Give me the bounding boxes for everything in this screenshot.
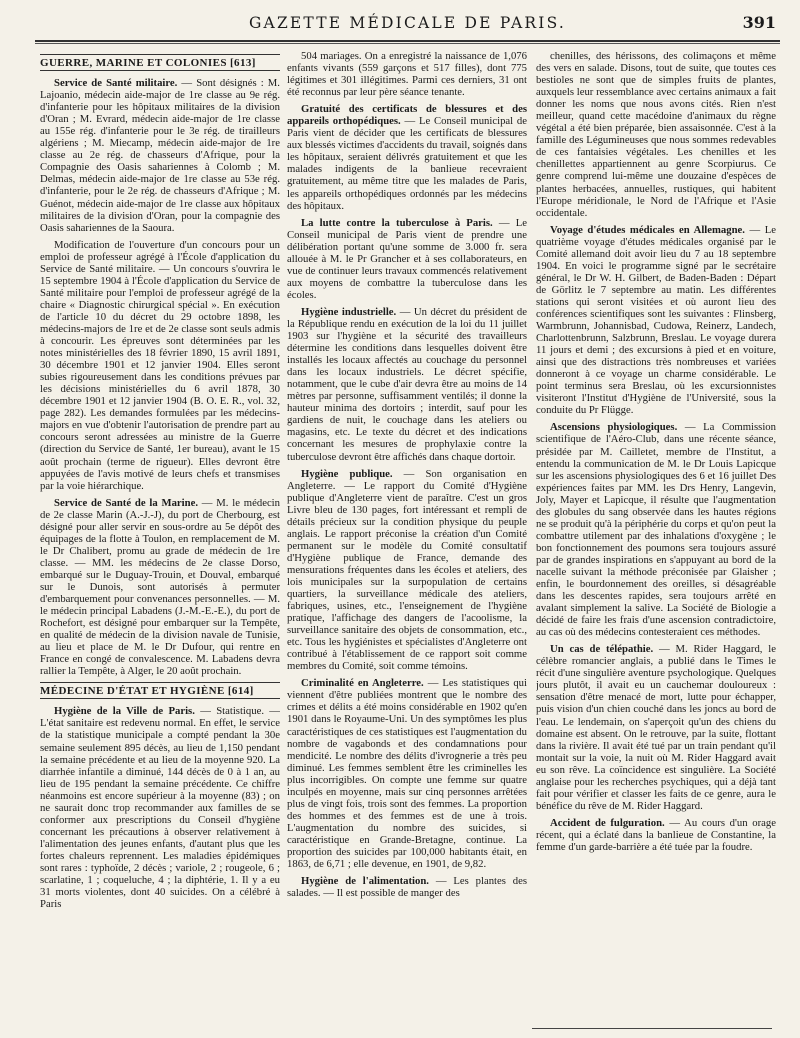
article-heading: Voyage d'études médicales en Allemagne. [550,223,745,236]
article-heading: Criminalité en Angleterre. [301,677,424,690]
article-paragraph [287,677,527,870]
article-paragraph [40,77,280,234]
article-text: — Les statistiques qui viennent d'être publiées montrent que le nombre des crimes et délits a été moins considérable en 1902 qu'en 1901 dans le Royaume-Uni. Un des symptômes les plus caractéristiques de ces statistiques est l'augmentation du nombre de vagabonds et des condamnations pour mendicité. Le nombre des délits d'ivrognerie a très peu diminué. Les femmes semblent être les criminelles les plus incorrigibles. On compte une femme sur quatre inculpés en moyenne, mais sur cinq personnes arrêtées plus de vingt fois, trois sont des femmes. La proportion des hommes et des femmes est de une à trois. L'augmentation du nombre des suicides, si caractéristique en Grande-Bretagne, continue. La proportion des suicides par 100,000 habitants était, en 1863, de 6,71 ; elle devenue, en 1901, de 9,82. [287,677,527,871]
header-rule-thin [35,43,780,44]
article-text: — Le Conseil municipal de Paris vient de prendre une délibération portant qu'une somme de 3.000 fr. sera allouée à M. le Pr Grancher et à ses collaborateurs, en vue de continuer leurs travaux commencés relativement aux moyens de combattre la tuberculose dans les écoles. [287,216,527,301]
article-text: — Les plantes des salades. — Il est possible de manger des [287,875,527,900]
article-heading: Service de Santé de la Marine. [54,496,198,509]
article-paragraph [287,468,527,673]
article-heading: Hygiène publique. [301,467,393,480]
article-text: — Le quatrième voyage d'études médicales organisé par le Comité allemand doit avoir lieu du 7 au 18 septembre 1904. En voici le programme signé par le secrétaire général, le Dr W. H. Gilbert, de Baden-Baden : Départ de Görlitz le 7 septembre au matin. Les différentes stations qui seront visitées et où auront lieu des conférences scientifiques sont les suivantes : Flinsberg, Warmbrunn, Johannisbad, Cudowa, Reinerz, Landech, Charlottenbrunn, Salzbrunn, Breslau. Le voyage durera 11 jours et demi ; des excursions à pied et en voiture, ainsi que des distractions très nombreuses et variées donneront à ce voyage un charme considérable. Le point terminus sera Breslau, où les excursionnistes visiteront l'Institut d'Hygiène de l'Université, sous la conduite du Pr Flügge. [536,223,776,417]
article-paragraph [536,224,776,417]
article-text: — Un décret du président de la République rendu en exécution de la loi du 11 juillet 1903 sur l'hygiène et la sécurité des travailleurs détermine les conditions dans lesquelles doivent être installés les locaux affectés au couchage du personnel dans les locaux industriels. Le décret spécifie, notamment, que le cube d'air devra être au moins de 14 mètres par personne, suffisamment ventilés; il donne la hauteur minima des dortoirs ; interdit, sauf pour les gardiens de nuit, le couchage dans les ateliers ou magasins, etc. Le texte du décret et des indications concernant les mesures de prophylaxie contre la tuberculose devront être affichés dans chaque dortoir. [287,305,527,463]
article-paragraph [40,705,280,910]
article-paragraph [287,103,527,211]
article-paragraph [40,497,280,678]
article-text: — M. le médecin de 2e classe Marin (A.-J.-J), du port de Cherbourg, est désigné pour aller servir en sous-ordre au 5e dépôt des équipages de la flotte à Toulon, en remplacement de M. le Dr Chalibert, promu au grade de médecin de 1re classe. — MM. les médecins de 2e classe Dorso, embarqué sur le Duguay-Trouin, et Douval, embarqué sur le Dunois, sont autorisés à permuter d'embarquement pour convenances personnelles. — M. le médecin principal Labadens (J.-M.-E.-E.), du port de Rochefort, est désigné pour embarquer sur la Tempête, en qualité de médecin de la division navale de Tunisie, au lieu et place de M. le Dr Dufour, qui rentre en France en congé de convalescence. M. Labadens devra rallier la Tempête, à Alger, le 20 août prochain. [40,496,280,678]
section-heading: MÉDECINE D'ÉTAT ET HYGIÈNE [614] [40,682,280,699]
article-paragraph [40,239,280,492]
article-paragraph [536,50,776,219]
article-text: — Au cours d'un orage récent, qui a éclaté dans la banlieue de Constantine, la femme d'un garde-barrière a été tuée par la foudre. [536,816,776,853]
article-paragraph [536,421,776,638]
article-text: — M. Rider Haggard, le célèbre romancier anglais, a publié dans le Times le récit d'une singulière aventure psychologique. Quelques jours plutôt, il avait eu un cauchemar douloureux : sensation d'être menacé de mort, lutte pour échapper, puis vision d'un chien couché dans les joncs au bord de l'eau. Le lendemain, on s'aperçoit qu'un des chiens du domaine est absent. On le retrouve, par la suite, flottant dans la rivière. Il avait été tué par un train pendant qu'il montait sur la voie, la nuit où M. Rider Haggard avait eu son rêve. La coïncidence est singulière. La Société anglaise pour les recherches psychiques, qui a déjà tant fait pour vérifier et classer les faits de ce genre, aura le bénéfice du rêve de M. Rider Haggard. [536,643,776,812]
article-paragraph [287,306,527,463]
section-heading: GUERRE, MARINE ET COLONIES [613] [40,54,280,71]
article-text: — Statistique. — L'état sanitaire est redevenu normal. En effet, le service de la statistique municipale a compté pendant la 30e semaine seulement 895 décès, au lieu de 1,150 pendant la semaine précédente et au lieu de la moyenne 920. La diarrhée infantile a diminué, 144 décès de 0 à 1 an, au lieu de 195 pendant la semaine précédente. Ce chiffre néanmoins est encore supérieur à la moyenne (83) ; on ne saurait donc trop recommander aux familles de se conformer aux prescriptions du Conseil d'hygiène concernant les précautions à observer relativement à l'alimentation des jeunes enfants, d'autant plus que les fortes chaleurs reprennent. Les maladies épidémiques sont rares : typhoïde, 2 décès ; variole, 2 ; rougeole, 6 ; scarlatine, 1 ; coqueluche, 4 ; la diphtérie, 1. Il y a eu 31 morts violentes, dont 40 suicides. On a célébré à Paris [40,705,280,911]
page-header [35,12,780,36]
article-heading: Service de Santé militaire. [54,77,178,90]
article-text: Modification de l'ouverture d'un concours pour un emploi de professeur agrégé à l'École d'application du Service de Santé militaire. — Un concours s'ouvrira le 15 septembre 1904 à l'École d'application du Service de Santé militaire pour l'emploi de professeur agrégé de la chaire « Diagnostic chirurgical spécial ». En exécution de l'article 10 du décret du 29 octobre 1898, les médecins-majors de 1re et de 2e classe sont seuls admis à concourir. Les épreuves sont déterminées par les notes ministérielles des 18 février 1890, 15 avril 1891, 30 décembre 1901 et 12 janvier 1904. Elles seront subies rigoureusement dans les conditions prévues par les décisions ministérielles du 6 avril 1878, 30 décembre 1901 et 12 janvier 1904 (B. O. E. R., vol. 32, page 282). Les demandes formulées par les médecins-majors en vue d'obtenir l'autorisation de prendre part au concours seront adressées au ministre de la Guerre (direction du Service de Santé, 1er bureau), avant le 15 août prochain (terme de rigueur). Elles devront être appuyées de l'avis motivé de leurs chefs et transmises par la voie hiérarchique. [40,238,280,492]
article-heading: Hygiène de l'alimentation. [301,875,429,888]
page-number: 391 [742,13,776,32]
article-heading: Accident de fulguration. [550,816,665,829]
article-paragraph [287,50,527,98]
article-heading: Hygiène de la Ville de Paris. [54,705,195,718]
article-text: — Le Conseil municipal de Paris vient de décider que les certificats de blessures aux blessés victimes d'accidents du travail, soignés dans les hôpitaux, seraient délivrés gratuitement et que les malades indigents de la banlieue recevraient gratuitement, au même titre que les malades de Paris, les appareils orthopédiques ordonnés par les médecins des hôpitaux. [287,115,527,212]
article-text: 504 mariages. On a enregistré la naissance de 1,076 enfants vivants (559 garçons et 517 filles), dont 775 légitimes et 301 illégitimes. Parmi ces derniers, 31 ont été reconnus par leur père séance tenante. [287,50,527,99]
footer-rule [532,1028,772,1029]
article-text: — La Commission scientifique de l'Aéro-Club, dans une récente séance, présidée par M. Cailletet, membre de l'Institut, a entendu la communication de M. le Dr Louis Lapicque sur les ascensions physiologiques des 6 et 16 juillet Des expériences faites par MM. les Drs Henry, Langevin, Joly, Mayer et Lapicque, il résulte que l'augmentation des globules du sang observée dans les hautes régions ne se produit qu'à la périphérie du corps et qu'on peut la combattre utilement par des inhalations d'oxygène ; le bon fonctionnement des poumons sera toujours assuré par de grandes inspirations en s'appuyant au bord de la nacelle suivant la méthode préconisée par Glaisher ; enfin, le bourdonnement des oreilles, si désagréable dans les descentes rapides, sera toujours arrêté en avalant simplement la salive. La Société de Biologie a décidé de faire les frais d'une ascension contradictoire, au cas où des médecins contesteraient ces méthodes. [536,421,776,639]
article-text: chenilles, des hérissons, des colimaçons et même des vers en salade. Disons, tout de suite, que toutes ces bestioles ne sont que de simples fruits de plantes, auxquels leur ressemblance avec certains animaux a fait donner les noms que nous avons cités. Rien n'est meilleur, quand cette macédoine d'animaux du règne végétal a été bien préparée, bien assaisonnée. C'est à la famille des Légumineuses que nous sommes redevables de ces fantaisies végétales. Les chenilles et les chenillettes appartiennent au genre Scorpiurus. Ce genre comprend lui-même une douzaine d'espèces de plantes herbacées, annuelles, rustiques, qui habitent l'Europe méridionale, le Nord de l'Afrique et l'Asie occidentale. [536,50,776,219]
article-paragraph [287,217,527,301]
article-paragraph [536,643,776,812]
column-middle [287,50,527,1032]
article-text: — Sont désignés : M. Lajoanio, médecin aide-major de 1re classe au 9e rég. d'infanterie pour les hôpitaux militaires de la division d'Oran ; M. Evrard, médecin aide-major de 1re classe au 155e rég. d'infanterie pour le 3e rég. de tirailleurs algériens ; M. Miecamp, médecin aide-major de 1re classe au 2e rég. de chasseurs d'Afrique, pour la Compagnie des Oasis sahariennes à Colomb ; M. Delmas, médecin aide-major de 1re classe au 53e rég. d'infanterie, pour le 2e rég. de chasseurs d'Afrique ; M. Guénot, médecin aide-major de 1re classe aux hôpitaux militaires de la division d'Oran, pour la compagnie des Oasis sahariennes de la Saoura. [40,77,280,234]
column-left [40,50,280,1032]
article-text: — Son organisation en Angleterre. — Le rapport du Comité d'Hygiène publique d'Angleterre vient de paraître. C'est un gros Livre bleu de 130 pages, fort intéressant et rempli de détails précieux sur la condition physique du peuple anglais. Le rapport préconise la création d'un Comité permanent sur le modèle du Comité consultatif d'Hygiène publique de France, demande des mensurations fréquentes dans les écoles et ateliers, des lois municipales sur la surpopulation de certains quartiers, la surveillance médicale des ateliers, fabriques, usines, etc., l'enseignement de l'hygiène pratique, l'affichage des dangers de l'acoolisme, la surveillance sanitaire des objets de consommation, etc., etc. Tous les hygiénistes et spécialistes d'Angleterre ont contribué à l'établissement de ce rapport soit comme membres du Comité, soit comme témoins. [287,467,527,673]
article-heading: La lutte contre la tuberculose à Paris. [301,216,493,229]
article-heading: Un cas de télépathie. [550,643,654,656]
header-rule [35,40,780,42]
article-paragraph [287,875,527,899]
article-paragraph [536,817,776,853]
article-heading: Ascensions physiologiques. [550,421,678,434]
column-right [536,50,776,1032]
article-heading: Hygiène industrielle. [301,305,397,318]
journal-title: GAZETTE MÉDICALE DE PARIS. [248,14,567,32]
article-heading: Gratuité des certificats de blessures et des appareils orthopédiques. [287,103,527,128]
